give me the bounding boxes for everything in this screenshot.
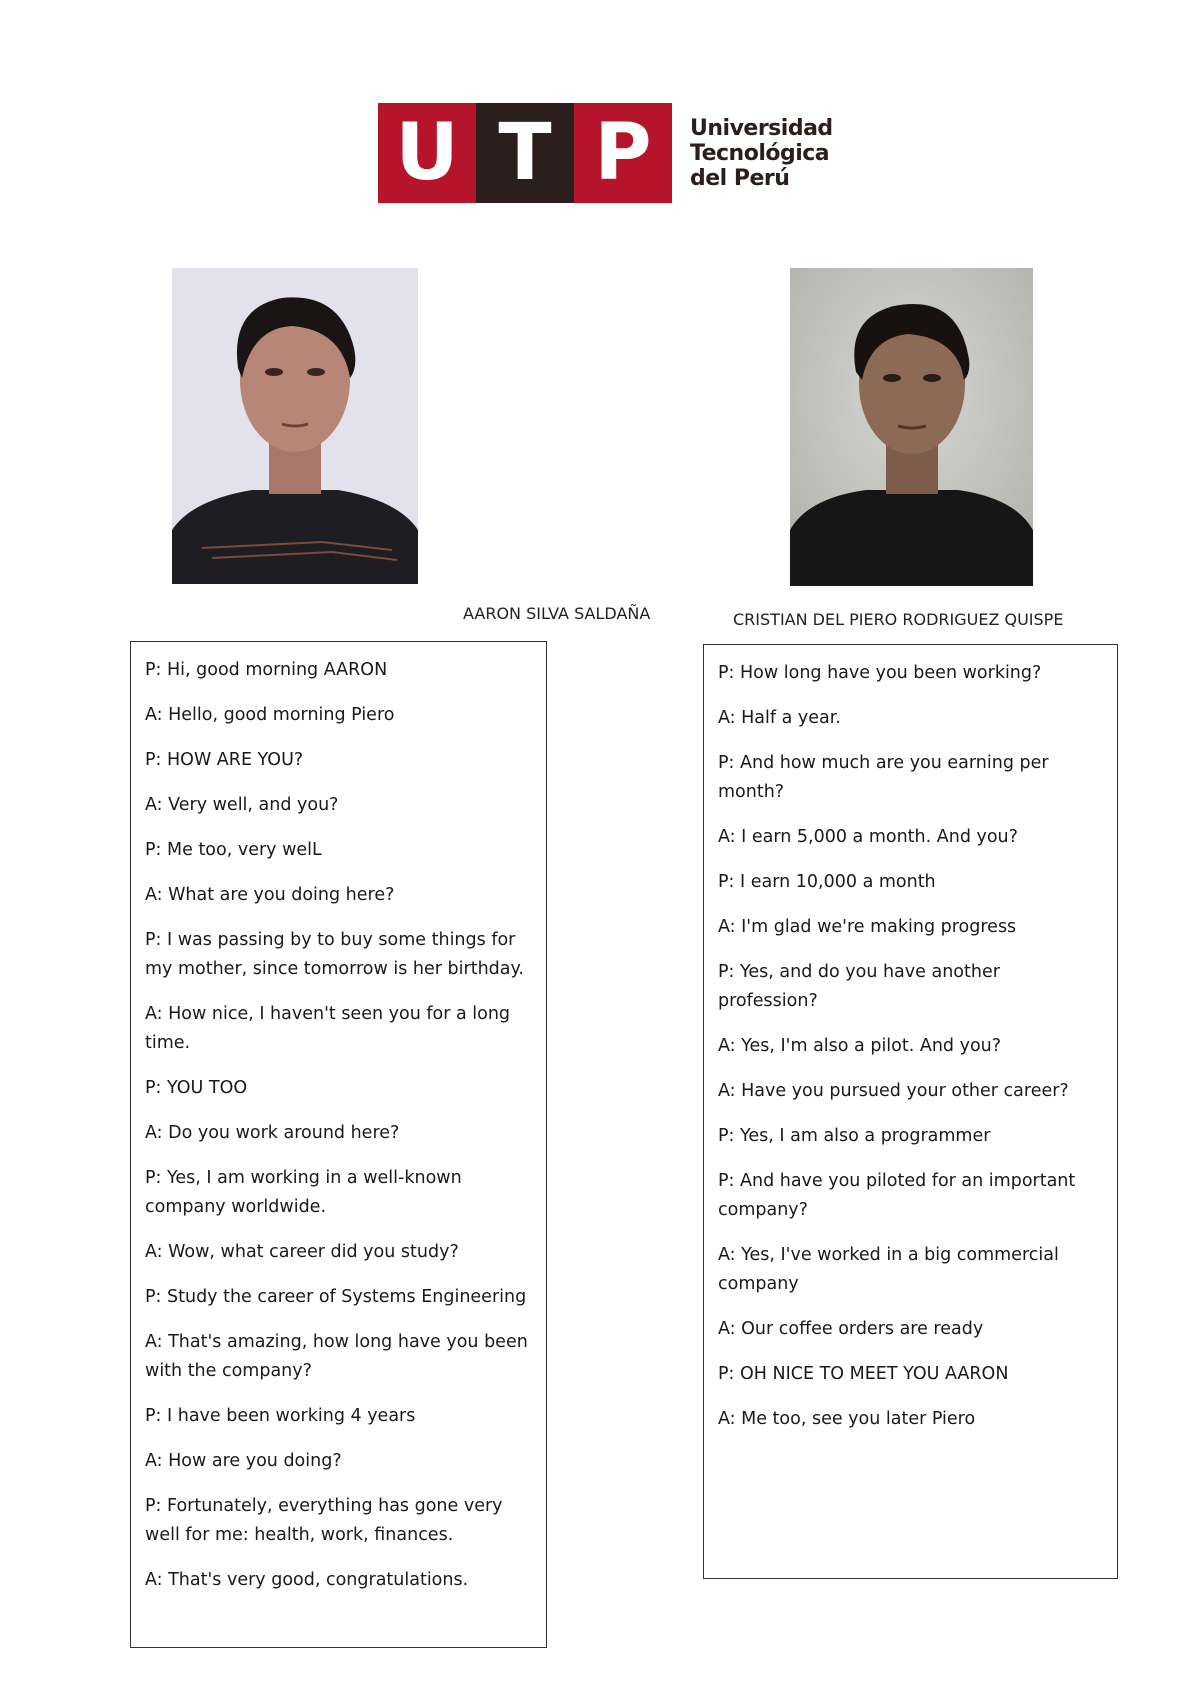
logo-wordmark [690, 116, 833, 191]
dialogue-line: A: Have you pursued your other career? [718, 1081, 1069, 1101]
dialogue-line: A: Do you work around here? [145, 1123, 400, 1143]
dialogue-line: A: Half a year. [718, 708, 841, 728]
logo-line-1: Universidad [690, 115, 833, 141]
utp-logo [378, 103, 833, 203]
logo-line-3: del Perú [690, 165, 790, 191]
photo-aaron [172, 268, 418, 584]
dialogue-box-left [130, 641, 547, 1648]
dialogue-line: P: How long have you been working? [718, 663, 1042, 683]
dialogue-line: A: That's very good, congratulations. [145, 1570, 469, 1590]
dialogue-line: P: Fortunately, everything has gone very well for me: health, work, finances. [145, 1496, 503, 1545]
dialogue-box-right [703, 644, 1118, 1579]
dialogue-line: A: Hello, good morning Piero [145, 705, 395, 725]
dialogue-line: P: HOW ARE YOU? [145, 750, 304, 770]
dialogue-line: P: Study the career of Systems Engineering [145, 1287, 527, 1307]
dialogue-line: A: That's amazing, how long have you been with the company? [145, 1332, 528, 1381]
dialogue-line: A: Very well, and you? [145, 795, 339, 815]
dialogue-line: A: What are you doing here? [145, 885, 395, 905]
dialogue-line: P: OH NICE TO MEET YOU AARON [718, 1364, 1009, 1384]
dialogue-line: P: And have you piloted for an important company? [718, 1171, 1076, 1220]
logo-letter-p: P [574, 103, 672, 203]
dialogue-line: P: Yes, and do you have another profession? [718, 962, 1000, 1011]
dialogue-line: A: I'm glad we're making progress [718, 917, 1017, 937]
name-cristian: CRISTIAN DEL PIERO RODRIGUEZ QUISPE [733, 610, 1064, 629]
logo-letter-blocks [378, 103, 672, 203]
dialogue-list-left [145, 656, 532, 1595]
dialogue-line: A: Our coffee orders are ready [718, 1319, 984, 1339]
dialogue-line: A: How are you doing? [145, 1451, 342, 1471]
dialogue-line: P: And how much are you earning per month? [718, 753, 1049, 802]
dialogue-line: A: Yes, I've worked in a big commercial company [718, 1245, 1059, 1294]
photo-cristian [790, 268, 1033, 586]
dialogue-list-right [718, 659, 1103, 1434]
dialogue-line: P: I earn 10,000 a month [718, 872, 936, 892]
dialogue-line: A: Me too, see you later Piero [718, 1409, 976, 1429]
logo-letter-u: U [378, 103, 476, 203]
dialogue-line: P: Yes, I am working in a well-known company worldwide. [145, 1168, 462, 1217]
logo-line-2: Tecnológica [690, 140, 830, 166]
dialogue-line: P: I was passing by to buy some things for my mother, since tomorrow is her birthday. [145, 930, 524, 979]
dialogue-line: P: YOU TOO [145, 1078, 248, 1098]
dialogue-line: P: I have been working 4 years [145, 1406, 416, 1426]
name-aaron: AARON SILVA SALDAÑA [463, 604, 651, 623]
dialogue-line: A: Wow, what career did you study? [145, 1242, 459, 1262]
dialogue-line: P: Yes, I am also a programmer [718, 1126, 991, 1146]
dialogue-line: A: How nice, I haven't seen you for a long time. [145, 1004, 511, 1053]
dialogue-line: A: I earn 5,000 a month. And you? [718, 827, 1018, 847]
dialogue-line: P: Me too, very welL [145, 840, 322, 860]
dialogue-line: P: Hi, good morning AARON [145, 660, 388, 680]
dialogue-line: A: Yes, I'm also a pilot. And you? [718, 1036, 1002, 1056]
logo-letter-t: T [476, 103, 574, 203]
